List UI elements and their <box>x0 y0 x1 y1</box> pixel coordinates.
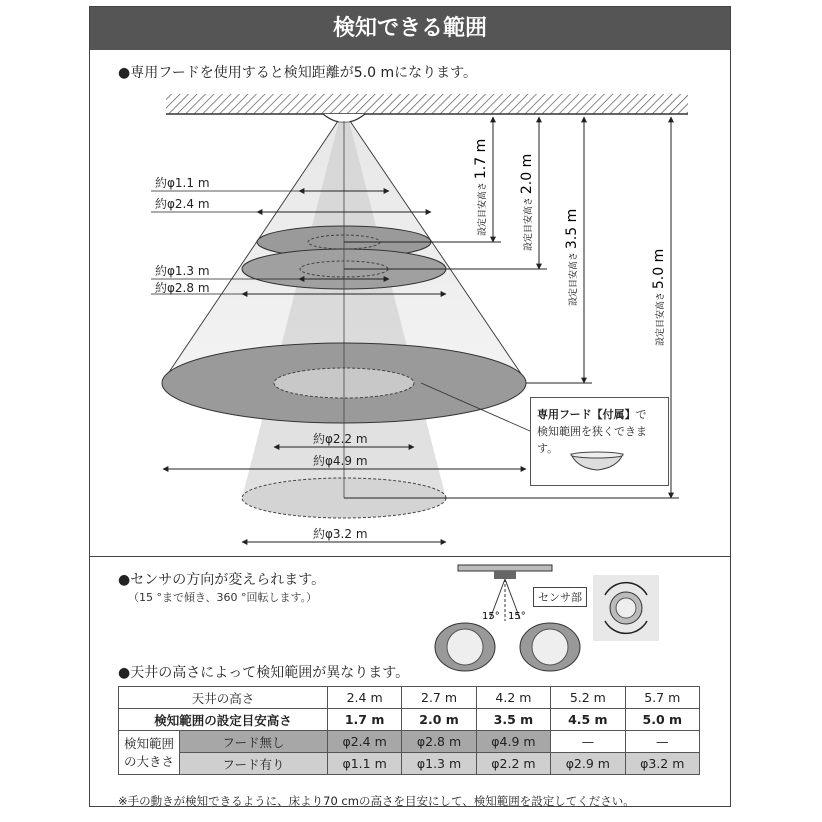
cell: φ1.1 m <box>327 753 401 775</box>
cell: 5.0 m <box>625 709 699 731</box>
row-label: 検知範囲の設定目安高さ <box>119 709 328 731</box>
cell: φ4.9 m <box>476 731 550 753</box>
callout-line2: 検知範囲を狭くできます。 <box>537 425 647 455</box>
cell: — <box>551 731 625 753</box>
table-row <box>119 709 700 731</box>
cell: 4.2 m <box>476 687 550 709</box>
cell: 5.2 m <box>551 687 625 709</box>
intro-text: ●専用フードを使用すると検知距離が5.0 mになります。 <box>118 65 478 81</box>
height-label-3_5: 設定目安高さ 3.5 m <box>564 208 580 306</box>
row-label: フード有り <box>180 753 328 775</box>
dim-label-2_2: 約φ2.2 m <box>313 432 368 446</box>
table-row <box>119 753 700 775</box>
dim-label-4_9: 約φ4.9 m <box>313 454 368 468</box>
callout-rest: で <box>635 408 647 421</box>
spec-sheet <box>89 6 731 807</box>
dim-label-2_8: 約φ2.8 m <box>155 281 210 295</box>
hood-icon <box>567 448 627 478</box>
row-label: フード無し <box>180 731 328 753</box>
sensor-part-label: センサ部 <box>533 587 587 607</box>
cell: φ2.2 m <box>476 753 550 775</box>
height-label-2_0: 設定目安高さ 2.0 m <box>519 153 535 251</box>
direction-note: （15 °まで傾き、360 °回転します。） <box>128 591 318 604</box>
table-row <box>119 687 700 709</box>
angle-right-label: 15° <box>508 611 526 622</box>
hood-callout <box>530 397 669 486</box>
page-title: 検知できる範囲 <box>90 7 730 50</box>
row-label: 天井の高さ <box>119 687 328 709</box>
table-title: ●天井の高さによって検知範囲が異なります。 <box>118 665 410 681</box>
ceiling <box>166 94 688 114</box>
sensor-front-left <box>435 623 495 671</box>
cell: φ2.4 m <box>327 731 401 753</box>
dim-label-3_2: 約φ3.2 m <box>313 527 368 541</box>
detection-range-table <box>118 686 700 775</box>
cell: 4.5 m <box>551 709 625 731</box>
table-row <box>119 731 700 753</box>
cell: φ2.9 m <box>551 753 625 775</box>
angle-left-label: 15° <box>482 611 500 622</box>
callout-bold: 専用フード【付属】 <box>537 408 636 421</box>
cell: φ1.3 m <box>402 753 476 775</box>
dim-label-2_4: 約φ2.4 m <box>155 197 210 211</box>
height-label-1_7: 設定目安高さ 1.7 m <box>473 138 489 236</box>
dim-label-1_1: 約φ1.1 m <box>155 176 210 190</box>
height-label-5_0: 設定目安高さ 5.0 m <box>651 248 667 346</box>
rotate-icon <box>593 575 659 641</box>
section-divider <box>90 556 730 557</box>
dim-label-1_3: 約φ1.3 m <box>155 264 210 278</box>
cell: 2.0 m <box>402 709 476 731</box>
sensor-front-right <box>520 623 580 671</box>
cell: 2.7 m <box>402 687 476 709</box>
cell: 3.5 m <box>476 709 550 731</box>
cell: — <box>625 731 699 753</box>
cell: φ3.2 m <box>625 753 699 775</box>
group-label-2: の大きさ <box>123 753 174 769</box>
direction-title: ●センサの方向が変えられます。 <box>118 572 326 588</box>
group-label <box>119 731 180 775</box>
footnote: ※手の動きが検知できるように、床より70 cmの高さを目安にして、検知範囲を設定してください。 <box>118 794 635 808</box>
group-label-1: 検知範囲 <box>123 735 174 751</box>
cell: 1.7 m <box>327 709 401 731</box>
cell: 2.4 m <box>327 687 401 709</box>
cell: φ2.8 m <box>402 731 476 753</box>
cell: 5.7 m <box>625 687 699 709</box>
